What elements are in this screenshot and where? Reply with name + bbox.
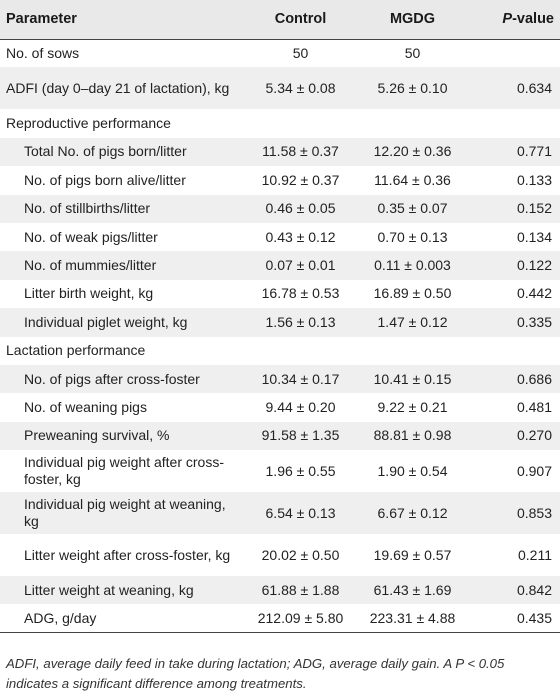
row-p-value: 0.842 (516, 581, 552, 598)
row-control: 50 (292, 44, 309, 61)
row-mgdg: 10.41 ± 0.15 (373, 370, 452, 387)
row-mgdg: 0.11 ± 0.003 (374, 257, 451, 274)
row-p-value: 0.152 (516, 200, 552, 217)
table-row (0, 251, 560, 279)
row-parameter: ADFI (day 0–day 21 of lactation), kg (6, 79, 230, 96)
row-parameter: No. of weaning pigs (24, 398, 147, 415)
row-parameter: Total No. of pigs born/litter (24, 143, 187, 160)
table-row (0, 138, 560, 166)
table-row (0, 280, 560, 308)
table-row (0, 365, 560, 393)
row-control: 10.34 ± 0.17 (261, 370, 340, 387)
row-control: 10.92 ± 0.37 (261, 171, 340, 188)
header-mgdg: MGDG (356, 0, 469, 39)
row-parameter: No. of weak pigs/litter (24, 228, 158, 245)
table-row (0, 422, 560, 450)
row-p-value: 0.907 (516, 462, 552, 479)
row-mgdg: 61.43 ± 1.69 (373, 581, 452, 598)
row-control: 5.34 ± 0.08 (265, 79, 336, 96)
row-p-value: 0.435 (469, 604, 560, 632)
row-p-value: 0.442 (516, 285, 552, 302)
row-p-value: 0.133 (516, 171, 552, 188)
header-control: Control (245, 0, 356, 39)
row-control: 61.88 ± 1.88 (261, 581, 340, 598)
table-row (0, 195, 560, 223)
row-control: 91.58 ± 1.35 (261, 427, 340, 444)
table-footnote: ADFI, average daily feed in take during lactation; ADG, average daily gain. A P < 0.05 indicates a significant difference among treatments. (6, 656, 505, 691)
row-parameter: No. of sows (6, 44, 80, 61)
row-p-value: 0.211 (518, 546, 552, 563)
row-control: 0.43 ± 0.12 (265, 228, 336, 245)
table-row (0, 166, 560, 194)
row-parameter: Litter weight after cross-foster, kg (24, 546, 231, 563)
row-p-value: 0.134 (516, 228, 552, 245)
row-control: 11.58 ± 0.37 (262, 143, 339, 160)
table-row (0, 39, 560, 67)
row-parameter: Individual pig weight after cross-foster, kg (24, 454, 224, 488)
row-mgdg (356, 337, 469, 365)
row-mgdg: 88.81 ± 0.98 (373, 427, 452, 444)
section-label: Lactation performance (6, 342, 146, 359)
row-mgdg: 9.22 ± 0.21 (377, 398, 448, 415)
header-row (0, 0, 560, 39)
table-row (0, 534, 560, 576)
row-mgdg: 0.70 ± 0.13 (377, 228, 448, 245)
row-mgdg: 16.89 ± 0.50 (373, 285, 452, 302)
row-p-value: 0.853 (516, 504, 552, 521)
row-parameter: No. of stillbirths/litter (24, 200, 151, 217)
row-p-value: 0.634 (516, 79, 552, 96)
row-mgdg: 1.47 ± 0.12 (377, 313, 448, 330)
row-mgdg: 1.90 ± 0.54 (377, 462, 448, 479)
row-control: 1.56 ± 0.13 (265, 313, 336, 330)
row-mgdg: 19.69 ± 0.57 (373, 546, 452, 563)
row-p-value: 0.122 (516, 257, 552, 274)
row-mgdg: 12.20 ± 0.36 (373, 143, 452, 160)
row-parameter: Litter birth weight, kg (24, 285, 154, 302)
row-parameter: Individual pig weight at weaning, kg (24, 496, 226, 530)
row-control (245, 109, 356, 137)
row-mgdg: 11.64 ± 0.36 (374, 171, 451, 188)
row-control: 16.78 ± 0.53 (261, 285, 340, 302)
row-mgdg (356, 109, 469, 137)
table-row (0, 67, 560, 109)
row-control (245, 337, 356, 365)
row-control: 0.07 ± 0.01 (265, 257, 336, 274)
row-parameter: No. of pigs after cross-foster (24, 370, 200, 387)
row-p-value (469, 109, 560, 137)
row-control: 212.09 ± 5.80 (245, 604, 356, 632)
section-row (0, 337, 560, 365)
row-p-value: 0.335 (516, 313, 552, 330)
table-row (0, 308, 560, 336)
row-p-value (469, 39, 560, 67)
row-control: 20.02 ± 0.50 (261, 546, 340, 563)
row-p-value (469, 337, 560, 365)
row-parameter: Individual piglet weight, kg (24, 313, 188, 330)
section-row (0, 109, 560, 137)
row-mgdg: 50 (404, 44, 421, 61)
table-row (0, 450, 560, 492)
row-mgdg: 223.31 ± 4.88 (356, 604, 469, 632)
table-row (0, 223, 560, 251)
section-label: Reproductive performance (6, 115, 171, 132)
row-parameter: No. of pigs born alive/litter (24, 171, 186, 188)
row-control: 1.96 ± 0.55 (265, 462, 336, 479)
table-row (0, 393, 560, 421)
row-p-value: 0.771 (516, 143, 552, 160)
row-mgdg: 0.35 ± 0.07 (377, 200, 448, 217)
row-p-value: 0.686 (516, 370, 552, 387)
row-parameter: Litter weight at weaning, kg (24, 581, 194, 598)
row-control: 0.46 ± 0.05 (265, 200, 336, 217)
row-control: 6.54 ± 0.13 (265, 504, 336, 521)
row-parameter: ADG, g/day (0, 604, 245, 632)
row-p-value: 0.270 (516, 427, 552, 444)
table-row (0, 576, 560, 604)
header-parameter: Parameter (0, 0, 245, 39)
header-p-italic: P (502, 11, 513, 28)
row-mgdg: 6.67 ± 0.12 (377, 504, 448, 521)
header-p-value (469, 0, 560, 39)
row-parameter: No. of mummies/litter (24, 257, 157, 274)
row-parameter: Preweaning survival, % (24, 427, 170, 444)
row-p-value: 0.481 (516, 398, 552, 415)
table-row (0, 492, 560, 534)
header-p-rest: -value (512, 11, 554, 28)
table-row (0, 604, 560, 632)
row-control: 9.44 ± 0.20 (265, 398, 336, 415)
row-mgdg: 5.26 ± 0.10 (377, 79, 448, 96)
